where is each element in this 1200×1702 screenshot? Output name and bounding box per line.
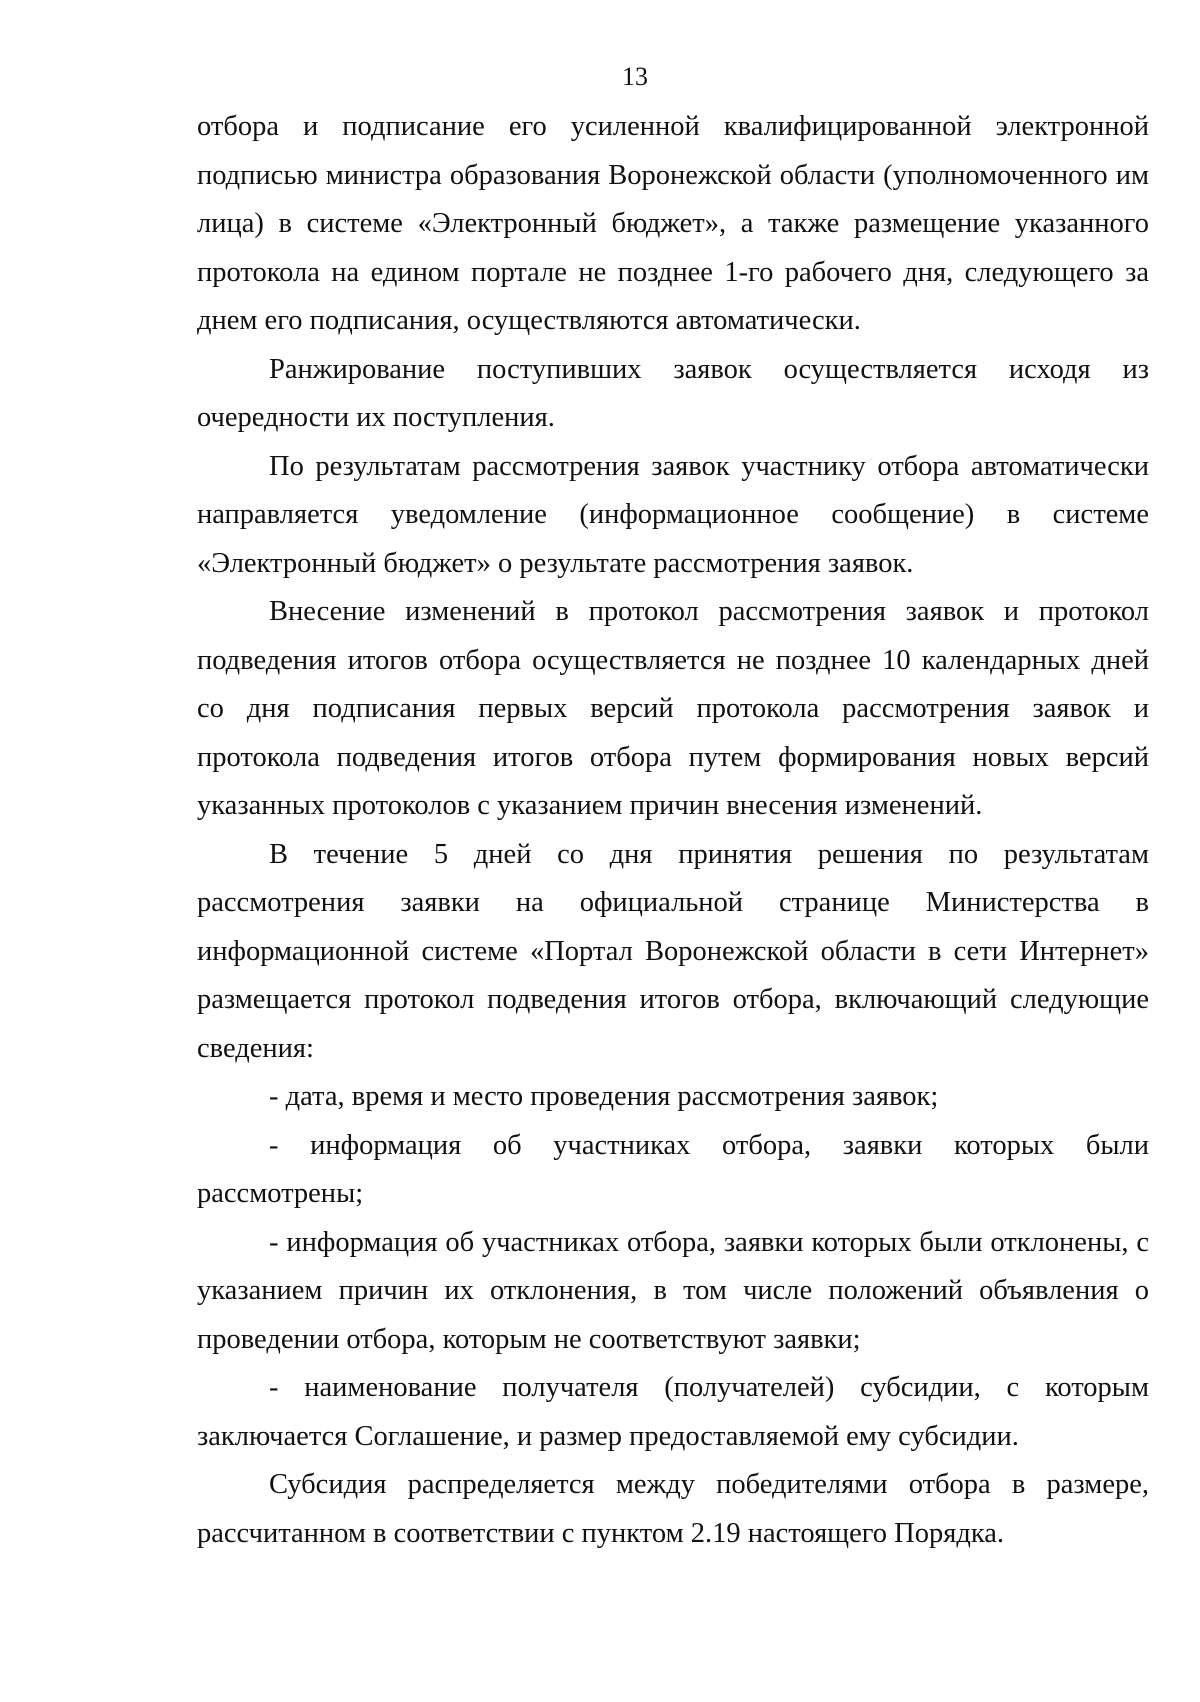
paragraph-publication: В течение 5 дней со дня принятия решения по результатам рассмотрения заявки на официальной странице Министерства в информационной системе «Портал Воронежской области в сети Интернет» размещается протокол подведения итогов отбора, включающий следующие сведения: — [197, 838, 1149, 1064]
paragraph-continuation: отбора и подписание его усиленной квалифицированной электронной подписью министра образования Воронежской области (уполномоченного им лица) в системе «Электронный бюджет», а также размещение указанного протокола на едином портале не позднее 1-го рабочего дня, следующего за днем его подписания, осуществляются автоматически. — [197, 111, 1149, 336]
list-item-rejected-participants: - информация об участниках отбора, заявки которых были отклонены, с указанием причин их отклонения, в том числе положений объявления о проведении отбора, которым не соответствуют заявки; — [197, 1226, 1149, 1355]
list-item-date-time-place: - дата, время и место проведения рассмотрения заявок; — [269, 1081, 939, 1112]
paragraph-subsidy-distribution: Субсидия распределяется между победителями отбора в размере, рассчитанном в соответствии с пунктом 2.19 настоящего Порядка. — [197, 1469, 1149, 1549]
document-body — [197, 103, 1149, 1558]
list-item-recipient-name: - наименование получателя (получателей) субсидии, с которым заключается Соглашение, и размер предоставляемой ему субсидии. — [197, 1372, 1149, 1452]
list-item-reviewed-participants: - информация об участниках отбора, заявки которых были рассмотрены; — [197, 1129, 1149, 1209]
page-number: 13 — [622, 62, 648, 91]
paragraph-ranking: Ранжирование поступивших заявок осуществляется исходя из очередности их поступления. — [197, 353, 1149, 433]
paragraph-protocol-changes: Внесение изменений в протокол рассмотрения заявок и протокол подведения итогов отбора осуществляется не позднее 10 календарных дней со дня подписания первых версий протокола рассмотрения заявок и протокола подведения итогов отбора путем формирования новых версий указанных протоколов с указанием причин внесения изменений. — [197, 596, 1149, 821]
paragraph-notification: По результатам рассмотрения заявок участнику отбора автоматически направляется уведомление (информационное сообщение) в системе «Электронный бюджет» о результате рассмотрения заявок. — [197, 450, 1149, 579]
